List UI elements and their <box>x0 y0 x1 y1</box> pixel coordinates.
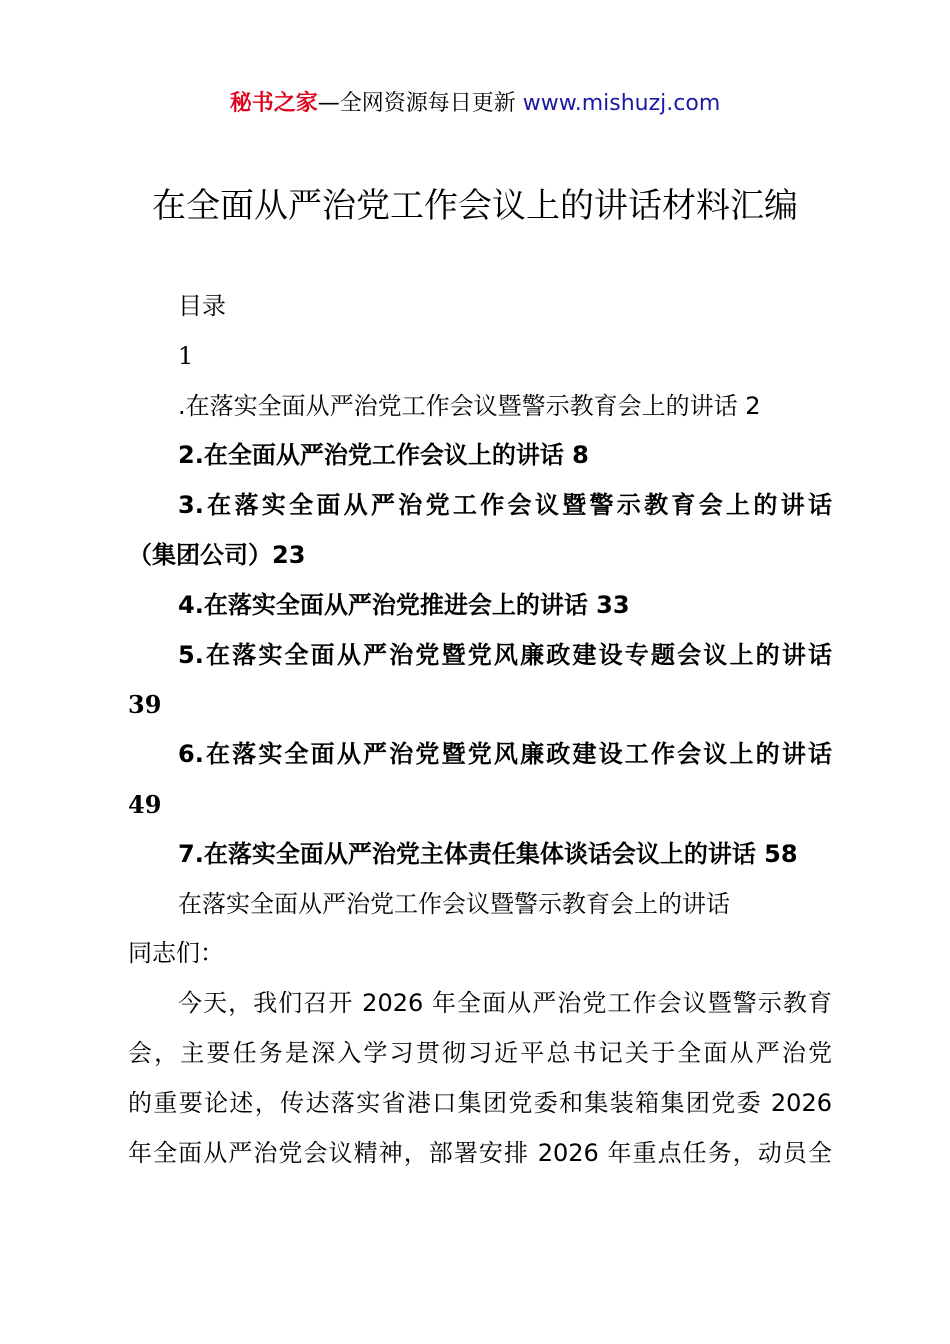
toc-number: 1 <box>178 341 194 370</box>
toc-item-2: 2.在全面从严治党工作会议上的讲话 8 <box>178 441 589 470</box>
toc-item-6-line-1: 6.在落实全面从严治党暨党风廉政建设工作会议上的讲话 <box>178 740 832 769</box>
paragraph-line-3: 的重要论述，传达落实省港口集团党委和集装箱集团党委 2026 <box>128 1088 832 1117</box>
paragraph-line-4: 年全面从严治党会议精神，部署安排 2026 年重点任务，动员全 <box>128 1138 832 1167</box>
toc-item-1: .在落实全面从严治党工作会议暨警示教育会上的讲话 2 <box>178 391 761 420</box>
paragraph-line-1: 今天，我们召开 2026 年全面从严治党工作会议暨警示教育 <box>178 989 832 1018</box>
toc-item-4: 4.在落实全面从严治党推进会上的讲话 33 <box>178 590 630 619</box>
site-header <box>0 88 950 120</box>
toc-item-7: 7.在落实全面从严治党主体责任集体谈话会议上的讲话 58 <box>178 839 798 868</box>
document-body <box>128 282 832 1178</box>
site-url-link[interactable]: www.mishuzj.com <box>522 91 721 116</box>
salutation: 同志们： <box>128 939 224 968</box>
toc-item-3-line-1: 3.在落实全面从严治党工作会议暨警示教育会上的讲话 <box>178 491 832 520</box>
toc-item-5-line-1: 5.在落实全面从严治党暨党风廉政建设专题会议上的讲话 <box>178 640 832 669</box>
paragraph-line-2: 会，主要任务是深入学习贯彻习近平总书记关于全面从严治党 <box>128 1038 832 1067</box>
toc-item-5-line-2: 39 <box>128 690 162 720</box>
toc-item-6-line-2: 49 <box>128 789 162 819</box>
section-title: 在落实全面从严治党工作会议暨警示教育会上的讲话 <box>178 889 730 918</box>
brand-name: 秘书之家 <box>229 91 318 116</box>
toc-heading: 目录 <box>178 292 226 320</box>
document-title: 在全面从严治党工作会议上的讲话材料汇编 <box>152 186 798 226</box>
toc-item-3-line-2: （集团公司）23 <box>128 540 306 569</box>
header-tagline: —全网资源每日更新 <box>317 91 523 116</box>
